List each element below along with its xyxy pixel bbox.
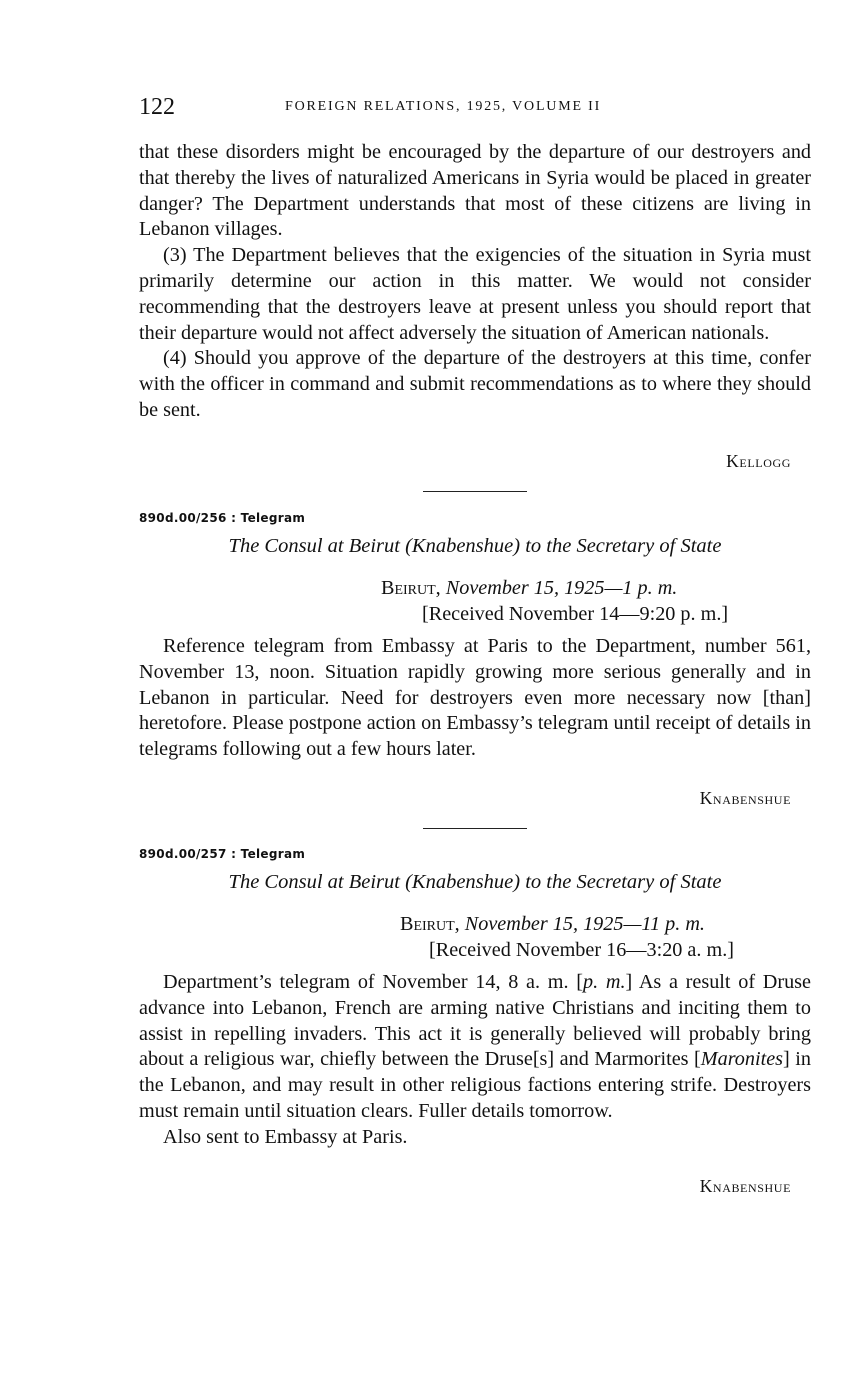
paragraph: Department’s telegram of November 14, 8 a. m. [p. m.] As a result of Druse advance into Lebanon, French are arming native Christians and inciting them to assist in repelling invaders. This act it is generally believed will probably bring about a religious war, chiefly between the Druse[s] and Marmorites [Maronites] in the Lebanon, and may result in other religious factions entering strife. Destroyers must remain until situation clears. Fuller details tomorrow. xyxy=(139,971,811,1122)
dateline: Beirut, November 15, 1925—1 p. m. xyxy=(381,577,678,599)
telegram-body xyxy=(139,634,811,763)
paragraph: Also sent to Embassy at Paris. xyxy=(163,1125,408,1148)
paragraph: (3) The Department believes that the exigencies of the situation in Syria must primarily determine our action in this matter. We would not consider recommending that the destroyers leave at present unless you should report that their departure would not affect adversely the situation of American nationals. xyxy=(139,244,811,344)
signature-kellogg: Kellogg xyxy=(726,451,791,471)
paragraph: Reference telegram from Embassy at Paris to the Department, number 561, November 13, noon. Situation rapidly growing more serious generally and in Lebanon in particular. Need for destroyers even more necessary now [than] heretofore. Please postpone action on Embassy’s telegram until receipt of details in telegrams following out a few hours later. xyxy=(139,635,811,761)
file-number: 890d.00/257 : Telegram xyxy=(139,847,306,861)
dateline: Beirut, November 15, 1925—11 p. m. xyxy=(400,913,705,935)
paragraph: that these disorders might be encouraged by the departure of our destroyers and that thereby the lives of naturalized Americans in Syria would be placed in greater danger? The Department understands that most of these citizens are living in Lebanon villages. xyxy=(139,141,811,241)
received-note: [Received November 14—9:20 p. m.] xyxy=(422,603,729,625)
telegram-body xyxy=(139,970,811,1151)
received-note: [Received November 16—3:20 a. m.] xyxy=(429,939,734,961)
document-heading: The Consul at Beirut (Knabenshue) to the Secretary of State xyxy=(228,871,722,893)
document-heading: The Consul at Beirut (Knabenshue) to the Secretary of State xyxy=(228,535,722,557)
paragraph: (4) Should you approve of the departure of the destroyers at this time, confer with the officer in command and submit recommendations as to where they should be sent. xyxy=(139,347,811,421)
section-divider xyxy=(423,491,527,492)
page-number: 122 xyxy=(139,94,175,120)
signature-knabenshue: Knabenshue xyxy=(699,788,791,808)
file-number: 890d.00/256 : Telegram xyxy=(139,511,306,525)
section-divider xyxy=(423,828,527,829)
continuation-text xyxy=(139,140,811,424)
running-title: FOREIGN RELATIONS, 1925, VOLUME II xyxy=(285,99,602,114)
signature-knabenshue: Knabenshue xyxy=(699,1176,791,1196)
